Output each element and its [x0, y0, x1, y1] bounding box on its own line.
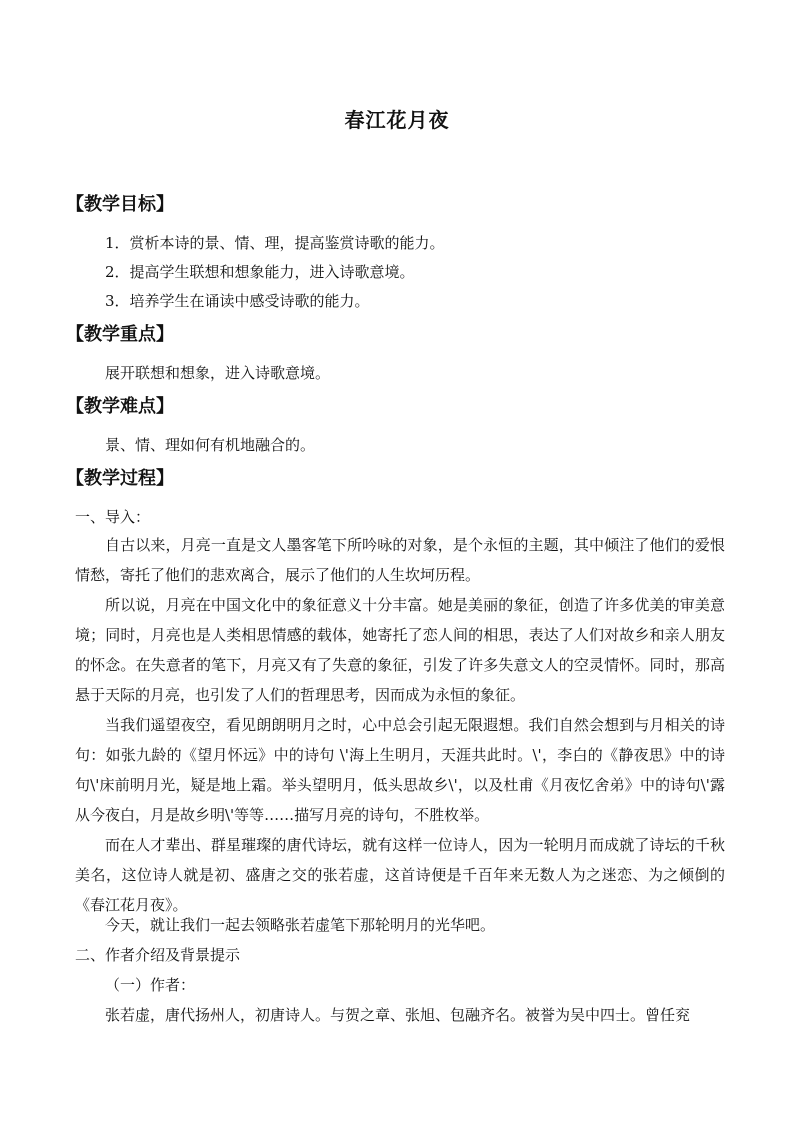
difficulty-text: 景、情、理如何有机地融合的。	[105, 436, 316, 454]
heading-teaching-goals: 【教学目标】	[66, 194, 174, 215]
document-title: 春江花月夜	[344, 108, 450, 132]
intro-paragraph-3: 当我们遥望夜空，看见朗朗明月之时，心中总会引起无限遐想。我们自然会想到与月相关的诗句：如张九龄的《望月怀远》中的诗句 \'海上生明月，天涯共此时。\'，李白的《静夜思》中的诗句\'床前明月光，疑是地上霜。举头望明月，低头思故乡\'，以及杜甫《月夜忆舍弟》中的诗句\'露从今夜白，月是故乡明\'等等……描写月亮的诗句，不胜枚举。	[75, 716, 725, 824]
focus-text: 展开联想和想象，进入诗歌意境。	[105, 364, 331, 382]
intro-paragraph-1: 自古以来，月亮一直是文人墨客笔下所吟咏的对象，是个永恒的主题，其中倾注了他们的爱恨情愁，寄托了他们的悲欢离合，展示了他们的人生坎坷历程。	[75, 536, 725, 584]
intro-paragraph-2: 所以说，月亮在中国文化中的象征意义十分丰富。她是美丽的象征，创造了许多优美的审美意境；同时，月亮也是人类相思情感的载体，她寄托了恋人间的相思，表达了人们对故乡和亲人朋友的怀念。在失意者的笔下，月亮又有了失意的象征，引发了许多失意文人的空灵情怀。同时，那高悬于天际的月亮，也引发了人们的哲理思考，因而成为永恒的象征。	[75, 596, 725, 704]
goal-item-2: 2．提高学生联想和想象能力，进入诗歌意境。	[105, 263, 415, 281]
author-text: 张若虚，唐代扬州人，初唐诗人。与贺之章、张旭、包融齐名。被誉为吴中四士。曾任兖	[105, 1006, 691, 1024]
heading-teaching-difficulty: 【教学难点】	[66, 396, 174, 417]
sub1-title: （一）作者：	[105, 976, 196, 994]
goal-item-3: 3．培养学生在诵读中感受诗歌的能力。	[105, 292, 370, 310]
part2-title: 二、作者介绍及背景提示	[75, 946, 241, 964]
intro-paragraph-4: 而在人才辈出、群星璀璨的唐代诗坛，就有这样一位诗人，因为一轮明月而成就了诗坛的千秋美名，这位诗人就是初、盛唐之交的张若虚，这首诗便是千百年来无数人为之迷恋、为之倾倒的《春江花月夜》。	[75, 836, 725, 914]
intro-paragraph-5: 今天，就让我们一起去领略张若虚笔下那轮明月的光华吧。	[105, 916, 496, 934]
part1-title: 一、导入：	[75, 508, 151, 526]
goal-item-1: 1．赏析本诗的景、情、理，提高鉴赏诗歌的能力。	[105, 234, 445, 252]
heading-teaching-process: 【教学过程】	[66, 468, 174, 489]
heading-teaching-focus: 【教学重点】	[66, 324, 174, 345]
